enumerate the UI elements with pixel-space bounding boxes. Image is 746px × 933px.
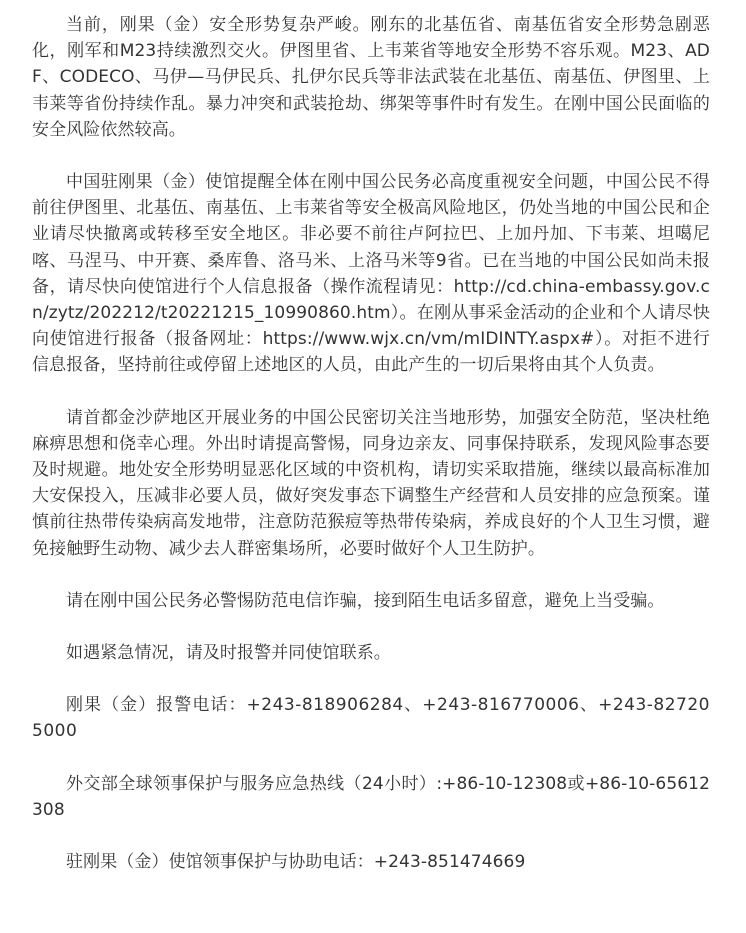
paragraph-global-hotline: 外交部全球领事保护与服务应急热线（24小时）:+86-10-12308或+86-10-65612308 — [32, 773, 710, 820]
paragraph-telecom-fraud: 请在刚中国公民务必警惕防范电信诈骗，接到陌生电话多留意，避免上当受骗。 — [66, 590, 665, 611]
paragraph-security-situation: 当前，刚果（金）安全形势复杂严峻。刚东的北基伍省、南基伍省安全形势急剧恶化，刚军和M23持续激烈交火。伊图里省、上韦莱省等地安全形势不容乐观。M23、ADF、CODECO、马伊—马伊民兵、扎伊尔民兵等非法武装在北基伍、南基伍、伊图里、上韦莱等省份持续作乱。暴力冲突和武装抢劫、绑架等事件时有发生。在刚中国公民面临的安全风险依然较高。 — [32, 15, 710, 140]
notice-article — [32, 12, 710, 875]
paragraph-emergency: 如遇紧急情况，请及时报警并同使馆联系。 — [66, 643, 391, 664]
paragraph-embassy-reminder: 中国驻刚果（金）使馆提醒全体在刚中国公民务必高度重视安全问题，中国公民不得前往伊图里、北基伍、南基伍、上韦莱省等安全极高风险地区，仍处当地的中国公民和企业请尽快撤离或转移至安全地区。非必要不前往卢阿拉巴、上加丹加、下韦莱、坦噶尼喀、马涅马、中开赛、桑库鲁、洛马米、上洛马米等9省。已在当地的中国公民如尚未报备，请尽快向使馆进行个人信息报备（操作流程请见：http://cd.china-embassy.gov.cn/zytz/202212/t20221215_10990860.htm）。在刚从事采金活动的企业和个人请尽快向使馆进行报备（报备网址：https://www.wjx.cn/vm/mIDINTY.aspx#）。对拒不进行信息报备，坚持前往或停留上述地区的人员，由此产生的一切后果将由其个人负责。 — [32, 172, 710, 376]
paragraph-police-phone: 刚果（金）报警电话：+243-818906284、+243-816770006、+243-827205000 — [32, 695, 710, 742]
paragraph-embassy-phone: 驻刚果（金）使馆领事保护与协助电话：+243-851474669 — [66, 852, 526, 873]
paragraph-kinshasa-advice: 请首都金沙萨地区开展业务的中国公民密切关注当地形势，加强安全防范，坚决杜绝麻痹思想和侥幸心理。外出时请提高警惕，同身边亲友、同事保持联系，发现风险事态要及时规避。地处安全形势明显恶化区域的中资机构，请切实采取措施，继续以最高标准加大安保投入，压减非必要人员，做好突发事态下调整生产经营和人员安排的应急预案。谨慎前往热带传染病高发地带，注意防范猴痘等热带传染病，养成良好的个人卫生习惯，避免接触野生动物、减少去人群密集场所，必要时做好个人卫生防护。 — [32, 407, 710, 559]
